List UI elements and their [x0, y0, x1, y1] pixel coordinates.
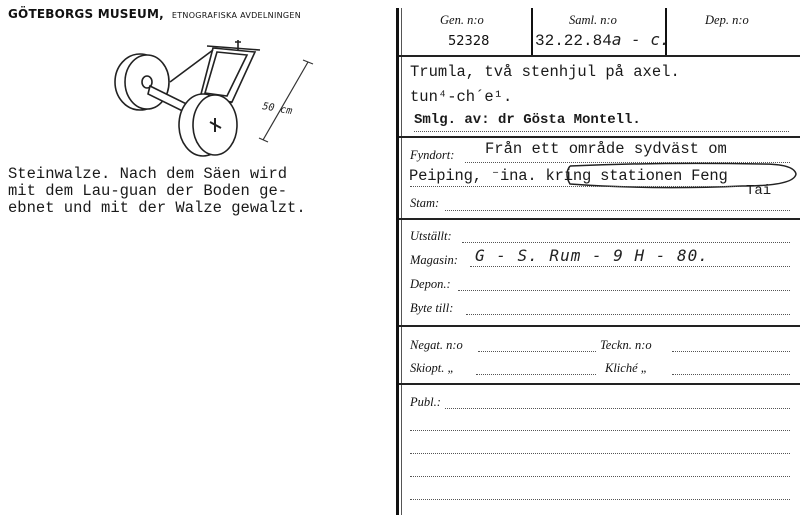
dotted-line: [410, 476, 790, 477]
dep-number-label: Dep. n:o: [705, 13, 749, 27]
magasin-value: G - S. Rum - 9 H - 80.: [475, 246, 709, 265]
dotted-line: [478, 351, 596, 352]
dimension-label: 50 cm: [261, 101, 294, 118]
dotted-line: [410, 453, 790, 454]
dotted-line: [470, 266, 790, 267]
dotted-line: [410, 430, 790, 431]
section-rule: [399, 383, 800, 385]
dotted-line: [458, 290, 790, 291]
saml-number-value: [535, 30, 670, 50]
saml-number-suffix: a - c.: [611, 30, 670, 49]
dotted-line: [476, 374, 596, 375]
dotted-line: [414, 131, 789, 132]
stam-label: Stam:: [410, 196, 440, 210]
saml-number-main: 32.22.84: [535, 32, 612, 50]
german-description-line: ebnet und mit der Walze gewalzt.: [8, 199, 306, 217]
publ-label: Publ.:: [410, 395, 441, 409]
gen-number-value: 52328: [448, 34, 490, 49]
swedish-description-line2: tun⁴-ch´e¹.: [410, 88, 513, 106]
saml-number-label: Saml. n:o: [569, 13, 617, 27]
column-header-bottom-rule: [399, 55, 800, 57]
dotted-line: [672, 351, 790, 352]
fyndort-line2: Peiping, ⁻ina. kring stationen Feng: [409, 167, 728, 185]
section-rule: [399, 325, 800, 327]
dotted-line: [410, 186, 740, 187]
dotted-line: [672, 374, 790, 375]
section-rule: [399, 136, 800, 138]
left-margin-rule-inner: [401, 8, 402, 515]
dotted-line: [445, 210, 790, 211]
department-name: ETNOGRAFISKA AVDELNINGEN: [171, 11, 302, 20]
byte-label: Byte till:: [410, 301, 454, 315]
collected-by: Smlg. av: dr Gösta Montell.: [414, 112, 641, 128]
museum-header: [8, 5, 301, 23]
german-description-line: Steinwalze. Nach dem Säen wird: [8, 165, 288, 183]
dotted-line: [462, 242, 790, 243]
skiopt-label: Skiopt. „: [410, 361, 455, 375]
swedish-description-line1: Trumla, två stenhjul på axel.: [410, 63, 680, 81]
teckn-label: Teckn. n:o: [600, 338, 652, 352]
dotted-line: [445, 408, 790, 409]
magasin-label: Magasin:: [410, 253, 458, 267]
section-rule: [399, 218, 800, 220]
kliche-label: Kliché „: [605, 361, 648, 375]
gen-number-label: Gen. n:o: [440, 13, 484, 27]
left-margin-rule: [396, 8, 399, 515]
dotted-line: [410, 499, 790, 500]
negat-label: Negat. n:o: [410, 338, 463, 352]
dotted-line: [466, 314, 790, 315]
fyndort-label: Fyndort:: [410, 148, 455, 162]
german-description-line: mit dem Lau-guan der Boden ge-: [8, 182, 288, 200]
utstallt-label: Utställt:: [410, 229, 452, 243]
back-wheel-drawing: [115, 54, 169, 110]
depon-label: Depon.:: [410, 277, 451, 291]
front-wheel-drawing: [179, 94, 237, 156]
column-divider: [531, 8, 533, 55]
stone-roller-sketch: [95, 30, 325, 165]
german-description: [8, 166, 306, 217]
fyndort-line1: Från ett område sydväst om: [485, 140, 727, 158]
fyndort-line3: Tai: [746, 183, 772, 199]
museum-name: GÖTEBORGS MUSEUM,: [8, 7, 164, 21]
